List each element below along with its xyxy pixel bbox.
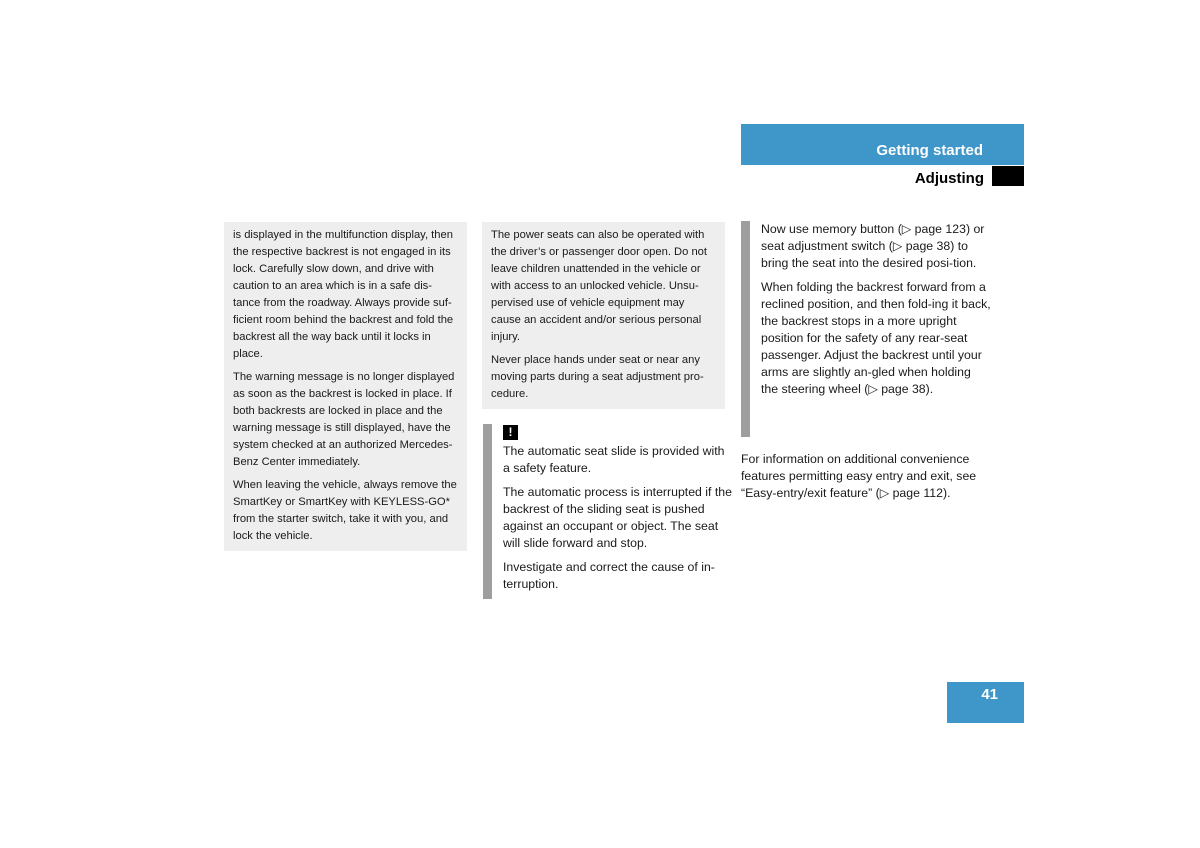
page-number: 41: [981, 686, 998, 703]
warning-paragraph: is displayed in the multifunction display, then the respective backrest is not engaged in its lock. Carefully slow down, and drive with caution to an area which is in a safe dis-tance from the roadway. Always provide suf-ficient room behind the backrest and fold the backrest all the way back until it locks in place.: [233, 229, 454, 360]
caution-icon: !: [503, 425, 518, 440]
cross-reference-paragraph: For information on additional convenience features permitting easy entry and exit, see “Easy-entry/exit feature” (▷ page 112).: [741, 452, 977, 500]
warning-paragraph: The power seats can also be operated with the driver’s or passenger door open. Do not leave children unattended in the vehicle or with access to an unlocked vehicle. Unsu-pervised use of vehicle equipment may cause an accident and/or serious personal injury.: [491, 229, 708, 343]
note-paragraph: Investigate and correct the cause of in-terruption.: [503, 560, 715, 591]
warning-paragraph: When leaving the vehicle, always remove the SmartKey or SmartKey with KEYLESS-GO* from the starter switch, take it with you, and lock the vehicle.: [233, 479, 457, 542]
continued-instruction-block: [741, 221, 991, 437]
warning-paragraph: Never place hands under seat or near any moving parts during a seat adjustment pro-cedure.: [491, 354, 704, 400]
warning-box-continued: [224, 222, 467, 551]
warning-paragraph: The warning message is no longer displayed as soon as the backrest is locked in place. If both backrests are locked in place and the warning message is still displayed, have the system checked at an authorized Mercedes-Benz Center immediately.: [233, 371, 455, 468]
note-paragraph: The automatic seat slide is provided with a safety feature.: [503, 444, 725, 475]
instruction-paragraph: When folding the backrest forward from a reclined position, and then fold-ing it back, the backrest stops in a more upright position for the safety of any rear-seat passenger. Adjust the backrest until your arms are slightly an-gled when holding the steering wheel (▷ page 38).: [761, 280, 991, 396]
instruction-paragraph: Now use memory button (▷ page 123) or seat adjustment switch (▷ page 38) to bring the seat into the desired posi-tion.: [761, 222, 985, 270]
caution-note: [483, 424, 733, 599]
section-title: Getting started: [876, 142, 983, 159]
note-paragraph: The automatic process is interrupted if the backrest of the sliding seat is pushed against an occupant or object. The seat will slide forward and stop.: [503, 485, 732, 550]
subsection-marker: [992, 166, 1024, 186]
warning-box-power-seats: [482, 222, 725, 409]
subsection-title: Adjusting: [914, 170, 984, 187]
